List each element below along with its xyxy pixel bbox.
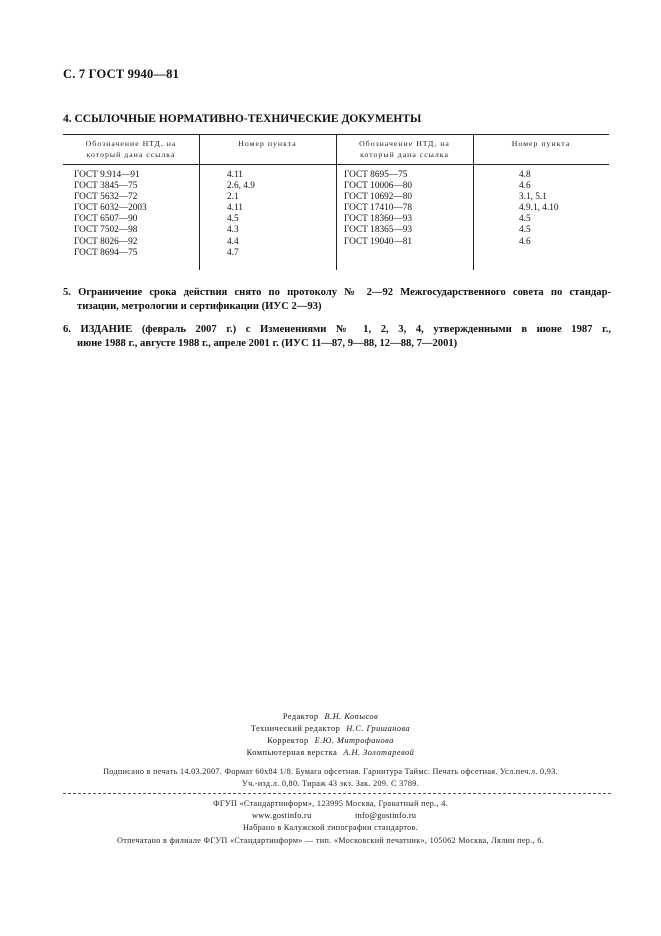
table-cell: ГОСТ 3845—75 (74, 181, 138, 192)
table-cell: 4.11 (227, 170, 243, 180)
table-cell: ГОСТ 9.914—91 (74, 170, 140, 180)
left-item-column (227, 170, 255, 259)
table-cell: 4.9.1, 4.10 (519, 203, 559, 214)
header-text: который дана ссылка (360, 150, 449, 159)
column-divider (199, 134, 200, 270)
section-4-title: 4. ССЫЛОЧНЫЕ НОРМАТИВНО-ТЕХНИЧЕСКИЕ ДОКУМЕНТЫ (63, 113, 422, 125)
publisher-website: www.gostinfo.ru (252, 811, 312, 820)
table-cell: ГОСТ 19040—81 (344, 236, 413, 247)
staff-editor (0, 712, 661, 721)
printer-info: Отпечатано в филиале ФГУП «Стандартинформ» — тип. «Московский печатник», 105062 Москва, Лялин пер., 6. (117, 836, 544, 845)
header-item-right: Номер пункта (511, 139, 571, 148)
table-cell: ГОСТ 8695—75 (344, 170, 408, 180)
table-cell: 4.6 (519, 236, 531, 247)
table-cell: ГОСТ 18360—93 (344, 214, 413, 225)
table-cell: 2.6, 4.9 (227, 181, 255, 192)
header-text: который дана ссылка (86, 150, 176, 159)
print-info-line: Уч.-изд.л. 0,80. Тираж 43 экз. Зак. 209. С 3789. (241, 779, 420, 788)
staff-role: Редактор (282, 712, 319, 721)
table-cell: 4.3 (227, 225, 239, 236)
typeset-info: Набрано в Калужской типографии стандартов. (242, 823, 419, 832)
table-cell: 4.5 (519, 214, 531, 225)
staff-name: Н.С. Гришанова (346, 724, 411, 733)
header-item-left: Номер пункта (238, 139, 297, 148)
header-text: Обозначение НТД, на (359, 139, 450, 148)
note-line: июне 1988 г., августе 1988 г., апреле 2001 г. (ИУС 11—87, 9—88, 12—88, 7—2001) (77, 338, 458, 349)
section-5-note (63, 286, 611, 314)
staff-role: Компьютерная верстка (246, 748, 338, 757)
left-doc-column (74, 170, 147, 259)
header-text: Обозначение НТД, на (85, 139, 177, 148)
staff-layout (0, 748, 661, 757)
separator-rule (63, 793, 611, 794)
note-line: тизации, метрологии и сертификации (ИУС 2—93) (77, 301, 322, 312)
references-table (63, 134, 609, 270)
table-cell: ГОСТ 18365—93 (344, 225, 413, 236)
header-doc-left (63, 138, 199, 160)
print-info-line: Подписано в печать 14.03.2007. Формат 60x84 1/8. Бумага офсетная. Гарнитура Таймс. Печать офсетная. Усл.печ.л. 0,93. (103, 767, 558, 776)
table-cell: ГОСТ 7502—98 (74, 225, 138, 236)
publisher-email: info@gostinfo.ru (355, 811, 417, 820)
table-cell: ГОСТ 6507—90 (74, 214, 138, 225)
publisher-address: ФГУП «Стандартинформ», 123995 Москва, Гранатный пер., 4. (213, 799, 448, 808)
table-cell: ГОСТ 10006—80 (344, 181, 413, 192)
table-cell: 4.8 (519, 170, 531, 180)
table-cell: ГОСТ 6032—2003 (74, 203, 147, 214)
table-cell: 3.1, 5.1 (519, 192, 547, 203)
table-cell: ГОСТ 10692—80 (344, 192, 413, 203)
staff-name: В.Н. Копысов (324, 712, 379, 721)
table-cell: 4.4 (227, 236, 239, 247)
note-line: 6. ИЗДАНИЕ (февраль 2007 г.) с Изменениями № 1, 2, 3, 4, утвержденными в июне 1987 г., (63, 324, 611, 335)
staff-corrector (0, 736, 661, 745)
staff-name: Е.Ю. Митрофанова (314, 736, 394, 745)
staff-role: Корректор (267, 736, 309, 745)
table-cell: 4.7 (227, 247, 239, 258)
table-cell: ГОСТ 17410—78 (344, 203, 413, 214)
table-cell: 2.1 (227, 192, 239, 203)
staff-tech-editor (0, 724, 661, 733)
table-cell: 4.11 (227, 203, 243, 214)
header-doc-right (336, 138, 473, 160)
section-6-note (63, 323, 611, 351)
table-cell: ГОСТ 8026—92 (74, 236, 138, 247)
table-cell: 4.5 (519, 225, 531, 236)
staff-role: Технический редактор (250, 724, 341, 733)
page-header: С. 7 ГОСТ 9940—81 (63, 67, 180, 81)
note-line: 5. Ограничение срока действия снято по протоколу № 2—92 Межгосударственного совета по стандар- (63, 287, 611, 298)
right-item-column (519, 170, 559, 248)
staff-name: А.Н. Золотаревой (343, 748, 415, 757)
table-cell: ГОСТ 8694—75 (74, 247, 138, 258)
table-cell: 4.5 (227, 214, 239, 225)
column-divider (473, 134, 474, 270)
table-cell: ГОСТ 5632—72 (74, 192, 138, 203)
right-doc-column (344, 170, 412, 248)
table-cell: 4.6 (519, 181, 531, 192)
